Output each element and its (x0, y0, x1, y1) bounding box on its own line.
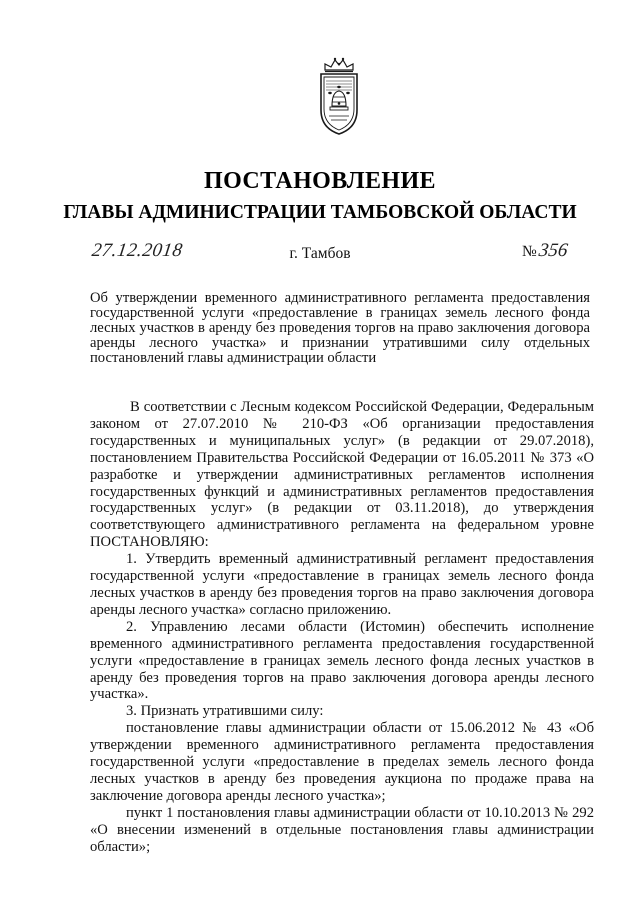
document-subtitle: ГЛАВЫ АДМИНИСТРАЦИИ ТАМБОВСКОЙ ОБЛАСТИ (63, 202, 577, 223)
number-value: 356 (537, 240, 569, 261)
paragraph-3a: постановление главы администрации области от 15.06.2012 № 43 «Об утверждении временного административного регламента предоставления государственной услуги «предоставление в пределах земель лесного фонда лесных участков в аренду без проведения аукциона по продаже права на заключение договора аренды лесного участка»; (90, 720, 594, 804)
document-city: г. Тамбов (289, 245, 351, 262)
number-label: № (522, 243, 537, 260)
document-number (522, 240, 567, 262)
document-date: 27.12.2018 (90, 240, 185, 261)
document-body (90, 399, 594, 855)
document-title: ПОСТАНОВЛЕНИЕ (204, 168, 436, 194)
paragraph-1: 1. Утвердить временный административный регламент предоставления государственной услуги «предоставление в границах земель лесного фонда лесных участков в аренду без проведения торгов на право заключения договора аренды лесного участка» согласно приложению. (90, 551, 594, 618)
coat-of-arms-icon (315, 56, 363, 136)
document-subject: Об утверждении временного административного регламента предоставления государственной услуги «предоставление в границах земель лесного фонда лесных участков в аренду без проведения торгов на право заключения договора аренды лесного участка» и признании утратившими силу отдельных постановлений главы администрации области (90, 290, 590, 366)
paragraph-3b: пункт 1 постановления главы администрации области от 10.10.2013 № 292 «О внесении изменений в отдельные постановления главы администрации области»; (90, 804, 594, 855)
intro-paragraph: В соответствии с Лесным кодексом Российской Федерации, Федеральным законом от 27.07.2010 № 210-ФЗ «Об организации предоставления государственных и муниципальных услуг» (в редакции от 29.07.2018), постановлением Правительства Российской Федерации от 16.05.2011 № 373 «О разработке и утверждении административных регламентов исполнения государственных функций и административных регламентов предоставления государственных услуг» (в редакции от 03.11.2018), до утверждения соответствующего административного регламента на федеральном уровне ПОСТАНОВЛЯЮ: (90, 399, 594, 551)
paragraph-2: 2. Управлению лесами области (Истомин) обеспечить исполнение временного административного регламента предоставления государственной услуги «предоставление в границах земель лесного фонда лесных участков в аренду без проведения торгов на право заключения договора аренды лесного участка». (90, 618, 594, 703)
paragraph-3: 3. Признать утратившими силу: (126, 703, 324, 720)
